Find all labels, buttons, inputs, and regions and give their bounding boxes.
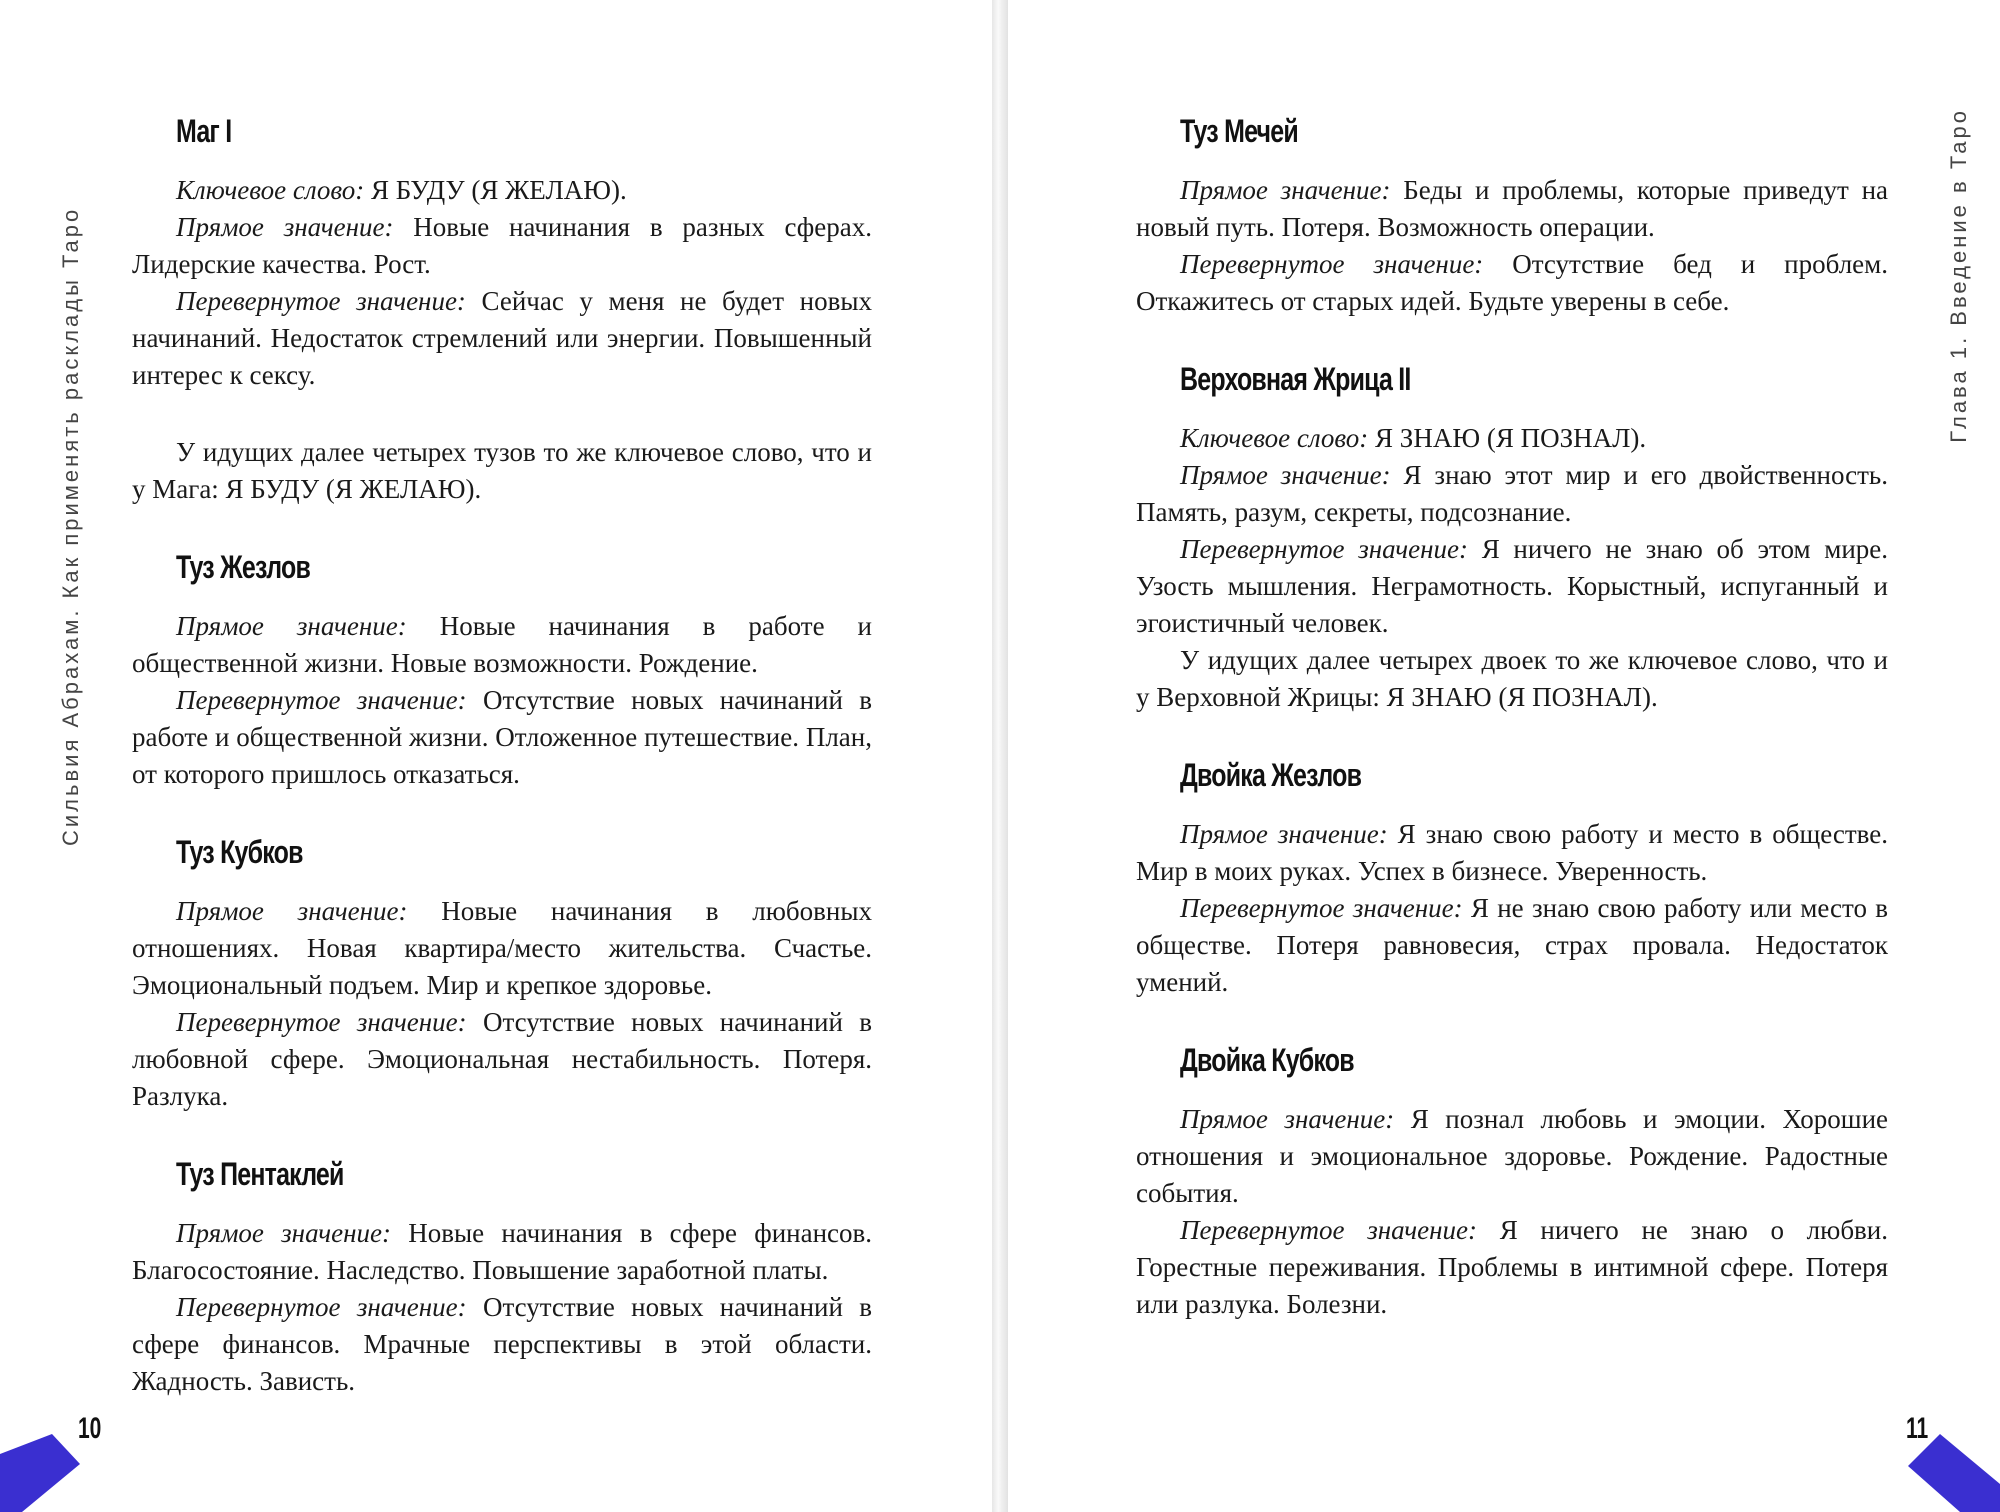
term-text: Новые начинания в работе и общественной жизни. Новые возможности. Рождение. (132, 611, 872, 678)
right-running-head: Глава 1. Введение в Таро (1946, 108, 1971, 443)
term-label: Перевернутое значение: (176, 286, 466, 316)
term-text: Отсутствие бед и проблем. Откажитесь от старых идей. Будьте уверены в себе. (1136, 249, 1888, 316)
right-page (1008, 0, 2000, 1512)
term-text: Новые начинания в любовных отношениях. Новая квартира/место жительства. Счастье. Эмоциональный подъем. Мир и крепкое здоровье. (132, 896, 872, 1000)
term-label: Прямое значение: (1180, 819, 1388, 849)
term-label: Перевернутое значение: (176, 685, 467, 715)
paragraph (132, 1289, 872, 1400)
paragraph (132, 893, 872, 1004)
term-label: Прямое значение: (176, 1218, 391, 1248)
paragraph (1136, 642, 1888, 716)
term-text: Я знаю свою работу и место в обществе. Мир в моих руках. Успех в бизнесе. Уверенность. (1136, 819, 1889, 886)
paragraph (132, 209, 872, 283)
term-text: Я ЗНАЮ (Я ПОЗНАЛ). (1368, 423, 1647, 453)
paragraph (1136, 172, 1888, 246)
section-two-wands (1136, 756, 1888, 1001)
term-label: Прямое значение: (176, 212, 394, 242)
term-text: Я познал любовь и эмоции. Хорошие отношения и эмоциональное здоровье. Рождение. Радостные события. (1136, 1104, 1889, 1208)
left-page (0, 0, 992, 1512)
paragraph (132, 172, 872, 209)
section-title: Маг I (176, 113, 232, 149)
left-page-content (132, 112, 872, 1440)
paragraph (1136, 420, 1888, 457)
corner-shape (0, 1434, 80, 1512)
section-two-cups (1136, 1041, 1888, 1323)
section-title: Двойка Кубков (1180, 1042, 1354, 1078)
term-text: Отсутствие новых начинаний в сфере финансов. Мрачные перспективы в этой области. Жадность. Зависть. (132, 1292, 872, 1396)
left-running-head: Сильвия Абрахам. Как применять расклады Таро (58, 206, 83, 846)
corner-shape (1908, 1434, 2000, 1512)
page-number-left: 10 (78, 1412, 102, 1445)
section-ace-swords (1136, 112, 1888, 320)
paragraph (1136, 531, 1888, 642)
section-title: Двойка Жезлов (1180, 757, 1362, 793)
term-text: Я ничего не знаю о любви. Горестные переживания. Проблемы в интимной сфере. Потеря или разлука. Болезни. (1136, 1215, 1889, 1319)
right-page-content (1136, 112, 1888, 1363)
term-text: Я БУДУ (Я ЖЕЛАЮ). (364, 175, 627, 205)
term-label: Ключевое слово: (1180, 423, 1369, 453)
term-text: Сейчас у меня не будет новых начинаний. Недостаток стремлений или энергии. Повышенный интерес к сексу. (132, 286, 873, 390)
paragraph (1136, 1101, 1888, 1212)
term-label: Прямое значение: (1180, 460, 1391, 490)
term-text: У идущих далее четырех двоек то же ключевое слово, что и у Верховной Жрицы: Я ЗНАЮ (Я ПОЗНАЛ). (1136, 645, 1888, 712)
term-text: Я знаю этот мир и его двойственность. Память, разум, секреты, подсознание. (1136, 460, 1888, 527)
paragraph (132, 608, 872, 682)
corner-marker-right (1908, 1428, 2000, 1512)
paragraph (132, 682, 872, 793)
paragraph (1136, 890, 1888, 1001)
section-title: Туз Мечей (1180, 113, 1298, 149)
term-text: Отсутствие новых начинаний в любовной сфере. Эмоциональная нестабильность. Потеря. Разлука. (132, 1007, 872, 1111)
term-label: Прямое значение: (176, 896, 408, 926)
term-label: Прямое значение: (1180, 1104, 1395, 1134)
paragraph (1136, 816, 1888, 890)
term-text: Отсутствие новых начинаний в работе и общественной жизни. Отложенное путешествие. План, от которого пришлось отказаться. (132, 685, 872, 789)
book-gutter (992, 0, 1008, 1512)
paragraph (132, 283, 872, 394)
paragraph (132, 1215, 872, 1289)
section-title: Туз Кубков (176, 834, 303, 870)
term-label: Прямое значение: (176, 611, 407, 641)
term-text: Я ничего не знаю об этом мире. Узость мышления. Неграмотность. Корыстный, испуганный и эгоистичный человек. (1136, 534, 1889, 638)
section-title: Туз Пентаклей (176, 1156, 344, 1192)
section-ace-pentacles (132, 1155, 872, 1400)
page-number-right: 11 (1906, 1412, 1929, 1445)
section-high-priestess (1136, 360, 1888, 716)
term-text: Новые начинания в сфере финансов. Благосостояние. Наследство. Повышение заработной платы. (132, 1218, 873, 1285)
intro-note: У идущих далее четырех тузов то же ключевое слово, что и у Мага: Я БУДУ (Я ЖЕЛАЮ). (132, 437, 872, 504)
corner-marker-left (0, 1420, 80, 1512)
term-label: Перевернутое значение: (1180, 1215, 1478, 1245)
term-label: Перевернутое значение: (1180, 893, 1463, 923)
paragraph (132, 1004, 872, 1115)
section-title: Верховная Жрица II (1180, 361, 1411, 397)
section-ace-wands (132, 548, 872, 793)
term-label: Перевернутое значение: (176, 1292, 467, 1322)
paragraph (1136, 246, 1888, 320)
term-text: Я не знаю свою работу или место в обществе. Потеря равновесия, страх провала. Недостаток умений. (1136, 893, 1889, 997)
term-label: Ключевое слово: (176, 175, 365, 205)
term-label: Перевернутое значение: (176, 1007, 467, 1037)
term-label: Прямое значение: (1180, 175, 1391, 205)
term-label: Перевернутое значение: (1180, 534, 1469, 564)
paragraph (1136, 1212, 1888, 1323)
section-mag (132, 112, 872, 394)
paragraph (1136, 457, 1888, 531)
section-ace-cups (132, 833, 872, 1115)
term-text: Новые начинания в разных сферах. Лидерские качества. Рост. (132, 212, 872, 279)
section-title: Туз Жезлов (176, 549, 311, 585)
term-label: Перевернутое значение: (1180, 249, 1484, 279)
term-text: Беды и проблемы, которые приведут на новый путь. Потеря. Возможность операции. (1136, 175, 1889, 242)
